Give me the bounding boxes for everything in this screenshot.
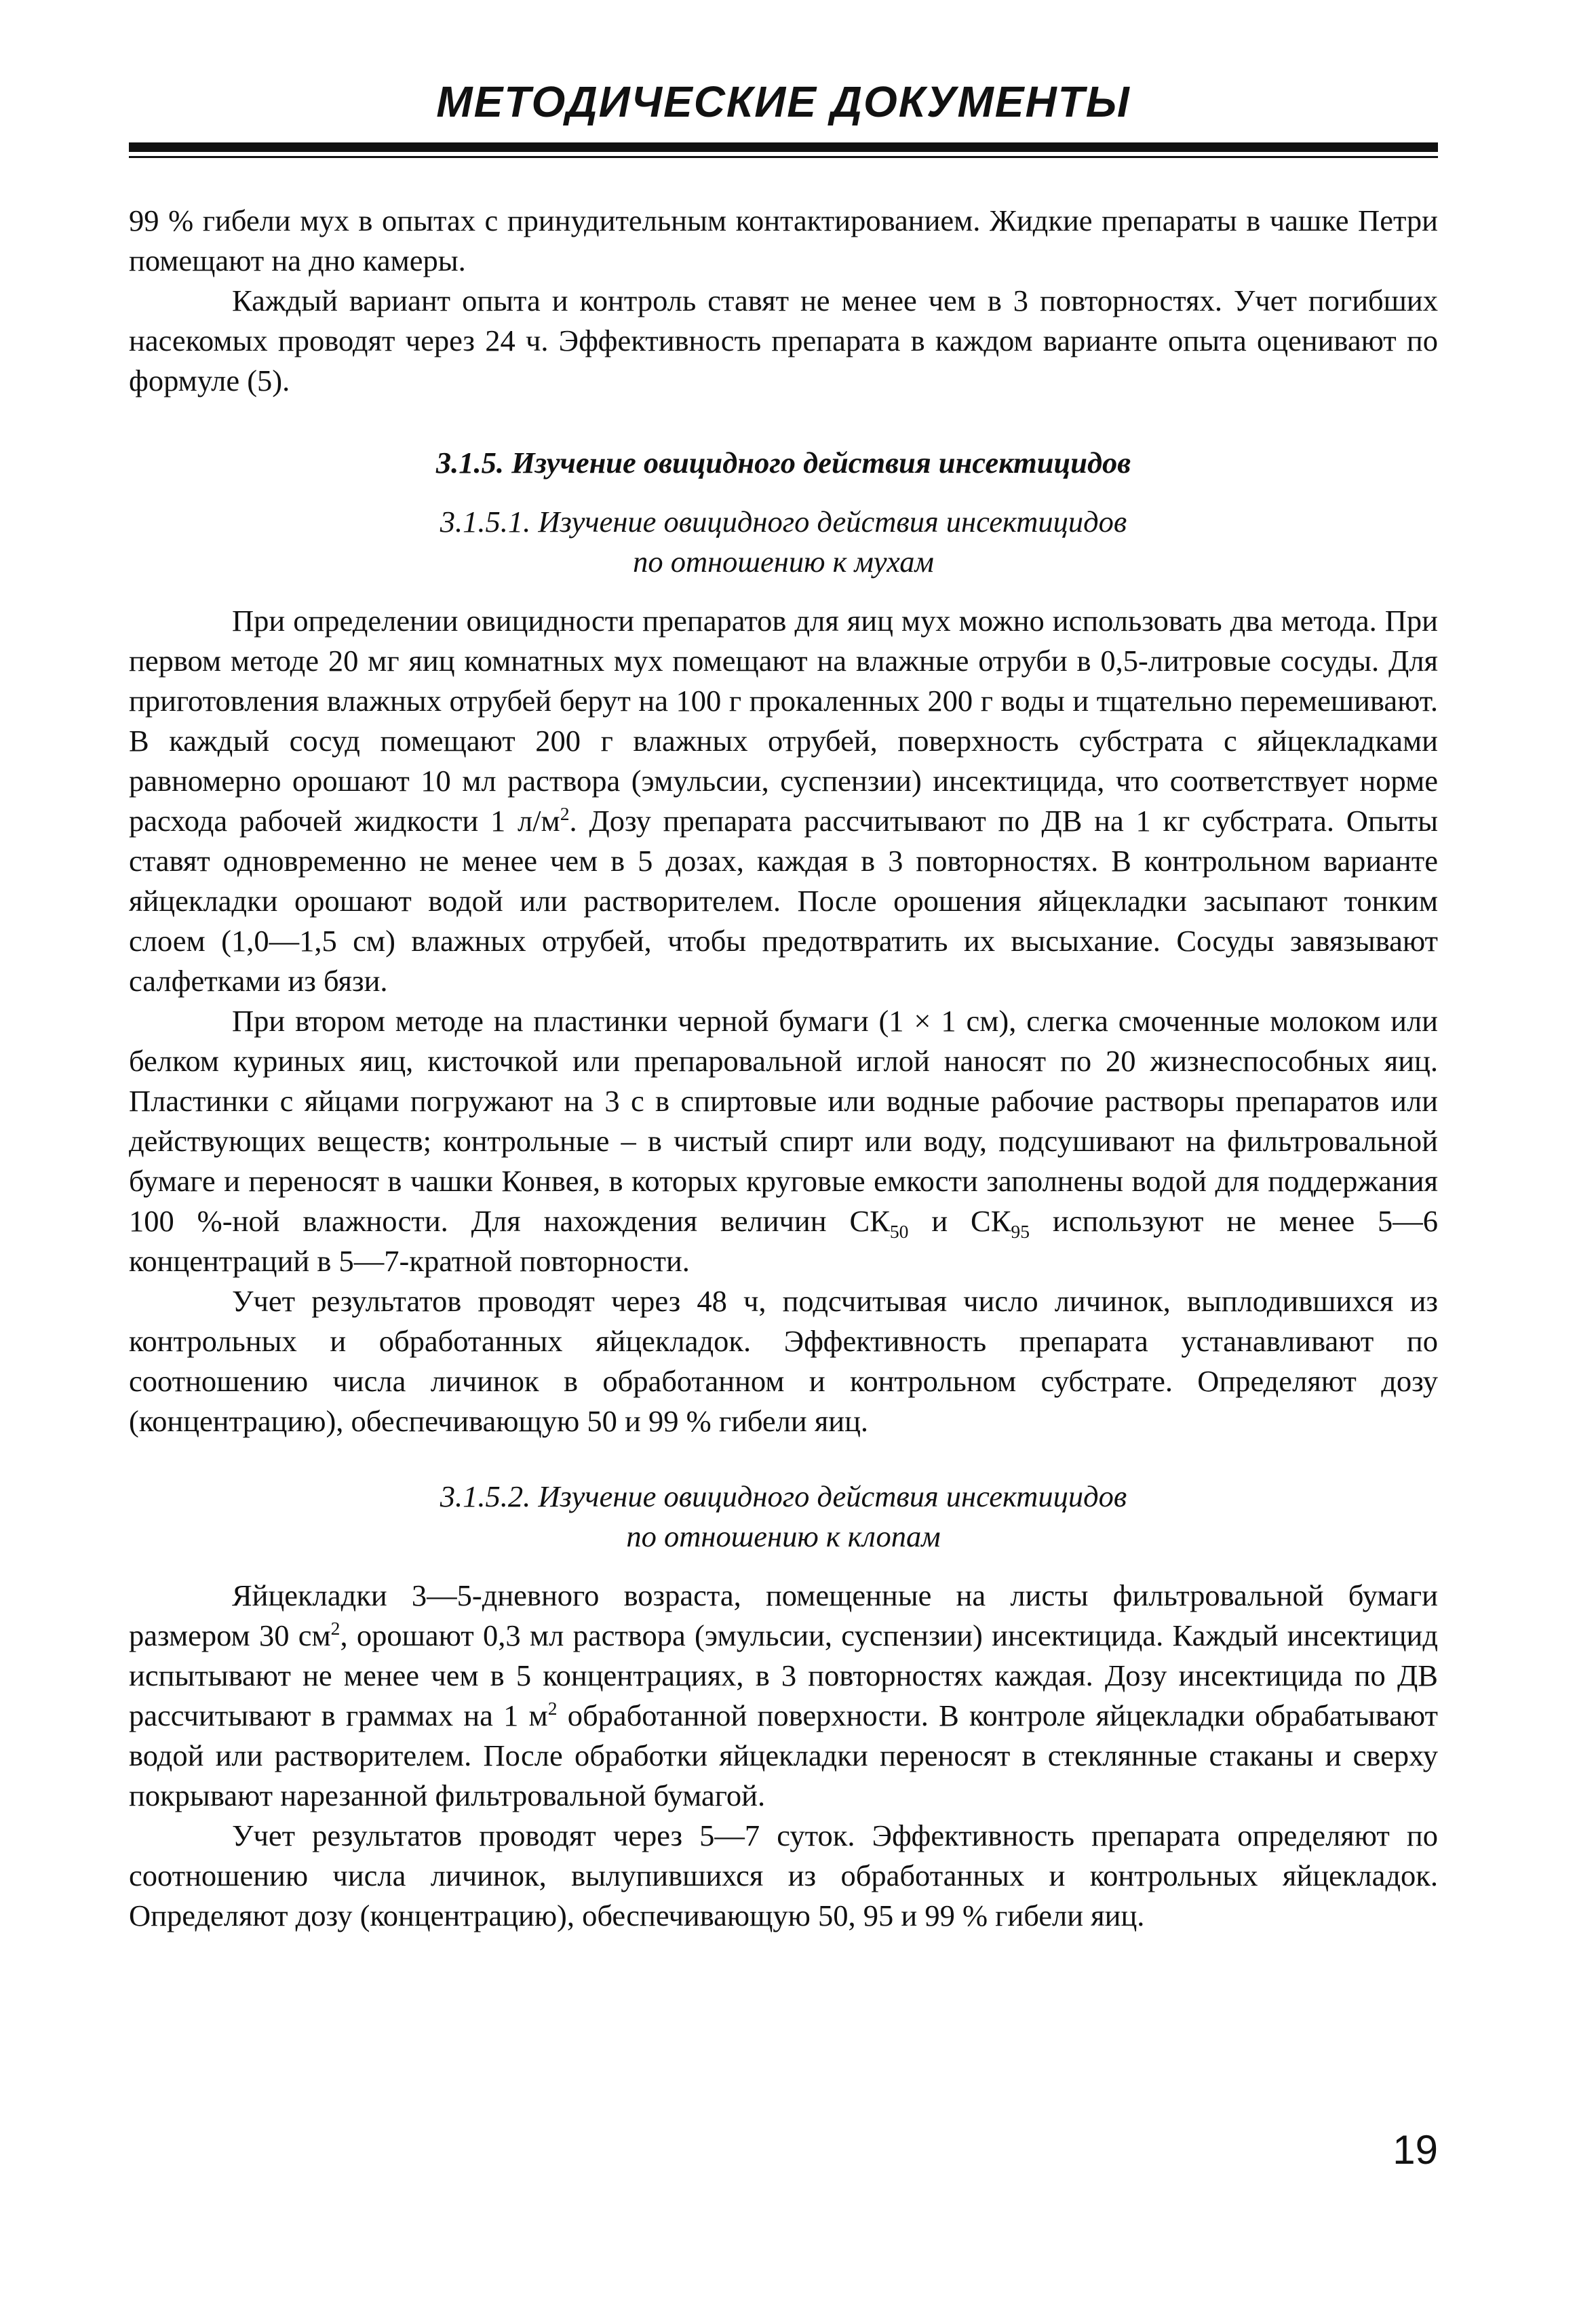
text-run: При определении овицидности препаратов для яиц мух можно использовать два метода. При первом методе 20 мг яиц комнатных мух помещают на влажные отруби в 0,5-литровые сосуды. Для приготовления влажных отрубей берут на 100 г прокаленных 200 г воды и тщательно перемешивают. В каждый сосуд помещают 200 г влажных отрубей, поверхность субстрата с яйцекладками равномерно орошают 10 мл раствора (эмульсии, суспензии) инсектицида, что соответствует норме расхода рабочей жидкости 1 л/м	[129, 604, 1438, 838]
paragraph-method-one	[129, 601, 1438, 1001]
text-run: обработанной поверхности. В контроле яйцекладки обрабатывают водой или растворителем. После обработки яйцекладки переносят в стеклянные стаканы и сверху покрывают нарезанной фильтровальной бумагой.	[129, 1698, 1438, 1812]
subsection-heading-3-1-5-1-line2: по отношению к мухам	[633, 545, 934, 579]
text-run: Яйцекладки 3—5-дневного возраста, помещенные на листы фильтровальной бумаги размером 30 см	[129, 1578, 1438, 1652]
paragraph-continued: 99 % гибели мух в опытах с принудительным контактированием. Жидкие препараты в чашке Петри помещают на дно камеры.	[129, 203, 1438, 277]
superscript: 2	[560, 803, 570, 825]
text-run: При втором методе на пластинки черной бумаги (1 × 1 см), слегка смоченные молоком или белком куриных яиц, кисточкой или препаровальной иглой наносят по 20 жизнеспособных яиц. Пластинки с яйцами погружают на 3 с в спиртовые или водные рабочие растворы препаратов или действующих веществ; контрольные – в чистый спирт или воду, подсушивают на фильтровальной бумаге и переносят в чашки Конвея, в которых круговые емкости заполнены водой для поддержания 100 %-ной влажности. Для нахождения величин СК	[129, 1004, 1438, 1238]
subsection-heading-3-1-5-1-line1: 3.1.5.1. Изучение овицидного действия инсектицидов	[440, 505, 1127, 539]
subsection-heading-3-1-5-2-line1: 3.1.5.2. Изучение овицидного действия инсектицидов	[440, 1479, 1127, 1513]
paragraph-results-flies: Учет результатов проводят через 48 ч, подсчитывая число личинок, выплодившихся из контрольных и обработанных яйцекладок. Эффективность препарата устанавливают по соотношению числа личинок в обработанном и контрольном субстрате. Определяют дозу (концентрацию), обеспечивающую 50 и 99 % гибели яиц.	[129, 1284, 1438, 1438]
superscript: 2	[330, 1618, 340, 1639]
running-header-title: МЕТОДИЧЕСКИЕ ДОКУМЕНТЫ	[436, 77, 1131, 126]
text-run: , орошают 0,3 мл раствора (эмульсии, суспензии) инсектицида. Каждый инсектицид испытывают не менее чем в 5 концентрациях, в 3 повторностях каждая. Дозу инсектицида по ДВ рассчитывают в граммах на 1 м	[129, 1618, 1438, 1732]
paragraph-bugs-method	[129, 1576, 1438, 1816]
subscript: 50	[889, 1220, 909, 1242]
header-rule-thick	[129, 142, 1438, 152]
superscript: 2	[547, 1698, 558, 1719]
text-run: используют не менее 5—6 концентраций в 5—7-кратной повторности.	[129, 1204, 1438, 1278]
paragraph: Каждый вариант опыта и контроль ставят не менее чем в 3 повторностях. Учет погибших насекомых проводят через 24 ч. Эффективность препарата в каждом варианте опыта оценивают по формуле (5).	[129, 284, 1438, 397]
page-number: 19	[1393, 2127, 1438, 2173]
header-rule-thin	[129, 156, 1438, 158]
subsection-heading-3-1-5-2-line2: по отношению к клопам	[626, 1519, 941, 1553]
paragraph-results-bugs: Учет результатов проводят через 5—7 суток. Эффективность препарата определяют по соотношению числа личинок, вылупившихся из обработанных и контрольных яйцекладок. Определяют дозу (концентрацию), обеспечивающую 50, 95 и 99 % гибели яиц.	[129, 1818, 1438, 1932]
paragraph-method-two	[129, 1001, 1438, 1281]
text-run: . Дозу препарата рассчитывают по ДВ на 1 кг субстрата. Опыты ставят одновременно не менее чем в 5 дозах, каждая в 3 повторностях. В контрольном варианте яйцекладки орошают водой или растворителем. После орошения яйцекладки засыпают тонким слоем (1,0—1,5 см) влажных отрубей, чтобы предотвратить их высыхание. Сосуды завязывают салфетками из бязи.	[129, 804, 1438, 998]
section-heading-3-1-5: 3.1.5. Изучение овицидного действия инсектицидов	[435, 446, 1131, 480]
page-body	[129, 201, 1438, 1936]
text-run: и СК	[908, 1204, 1011, 1238]
subscript: 95	[1011, 1220, 1030, 1242]
